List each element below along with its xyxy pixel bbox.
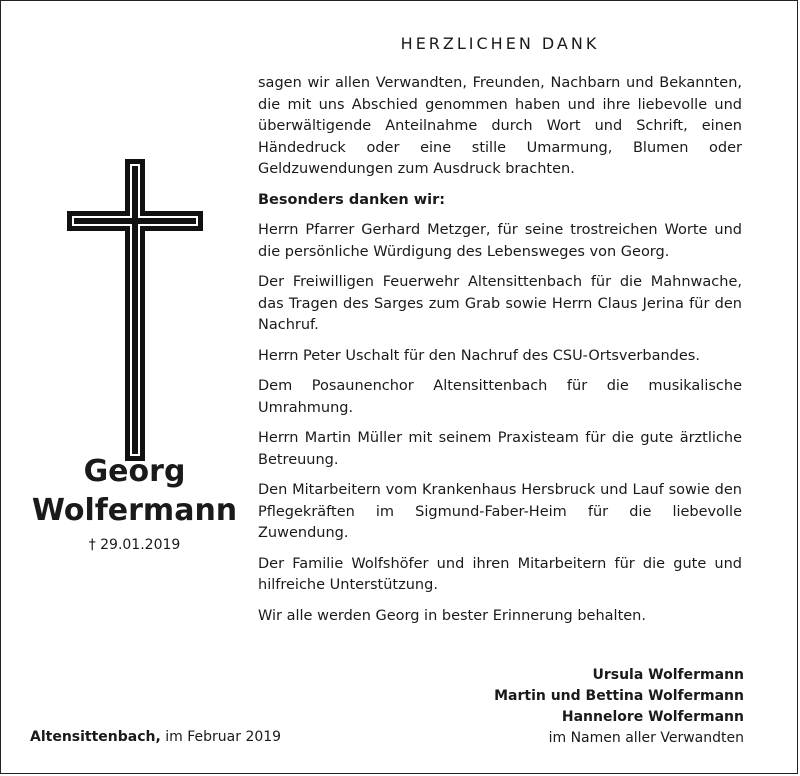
signers-note: im Namen aller Verwandten [548,730,744,746]
intro-paragraph: sagen wir allen Verwandten, Freunden, Nachbarn und Bekannten, die mit uns Abschied genommen haben und ihre liebevolle und überwältigende Anteilnahme durch Wort und Schrift, einen Händedruck oder eine stille Umarmung, Blumen oder Geldzuwendungen zum Ausdruck brachten. [258,75,742,177]
place: Altensittenbach, [30,729,161,745]
thanks-item: Den Mitarbeitern vom Krankenhaus Hersbruck und Lauf sowie den Pflegekräften im Sigmund-Faber-Heim für die liebevolle Zuwendung. [258,482,742,541]
signer: Hannelore Wolfermann [561,709,744,725]
thanks-item: Der Freiwilligen Feuerwehr Altensittenbach für die Mahnwache, das Tragen des Sarges zum Grab sowie Herrn Claus Jerina für den Nachruf. [258,274,742,333]
place-date [30,729,281,745]
thanks-heading: Besonders danken wir: [258,191,446,208]
thanks-item: Dem Posaunenchor Altensittenbach für die musikalische Umrahmung. [258,378,742,416]
notice-body [258,73,742,636]
thanks-item: Herrn Peter Uschalt für den Nachruf des CSU-Ortsverbandes. [258,347,700,364]
notice-heading: HERZLICHEN DANK [400,34,600,53]
signer: Ursula Wolfermann [592,667,744,683]
first-name: Georg [83,454,186,489]
thanks-item: Herrn Martin Müller mit seinem Praxisteam für die gute ärztliche Betreuung. [258,430,742,468]
signer: Martin und Bettina Wolfermann [494,688,744,704]
closing-paragraph: Wir alle werden Georg in bester Erinnerung behalten. [258,607,646,624]
last-name: Wolfermann [31,493,238,528]
signers-block [494,665,744,749]
death-date: † 29.01.2019 [88,537,181,553]
deceased-name [22,452,247,530]
date: im Februar 2019 [165,729,282,745]
thanks-item: Der Familie Wolfshöfer und ihren Mitarbeitern für die gute und hilfreiche Unterstützung. [258,555,742,593]
thanks-item: Herrn Pfarrer Gerhard Metzger, für seine trostreichen Worte und die persönliche Würdigung des Lebensweges von Georg. [258,222,742,260]
cross-icon [67,159,203,461]
